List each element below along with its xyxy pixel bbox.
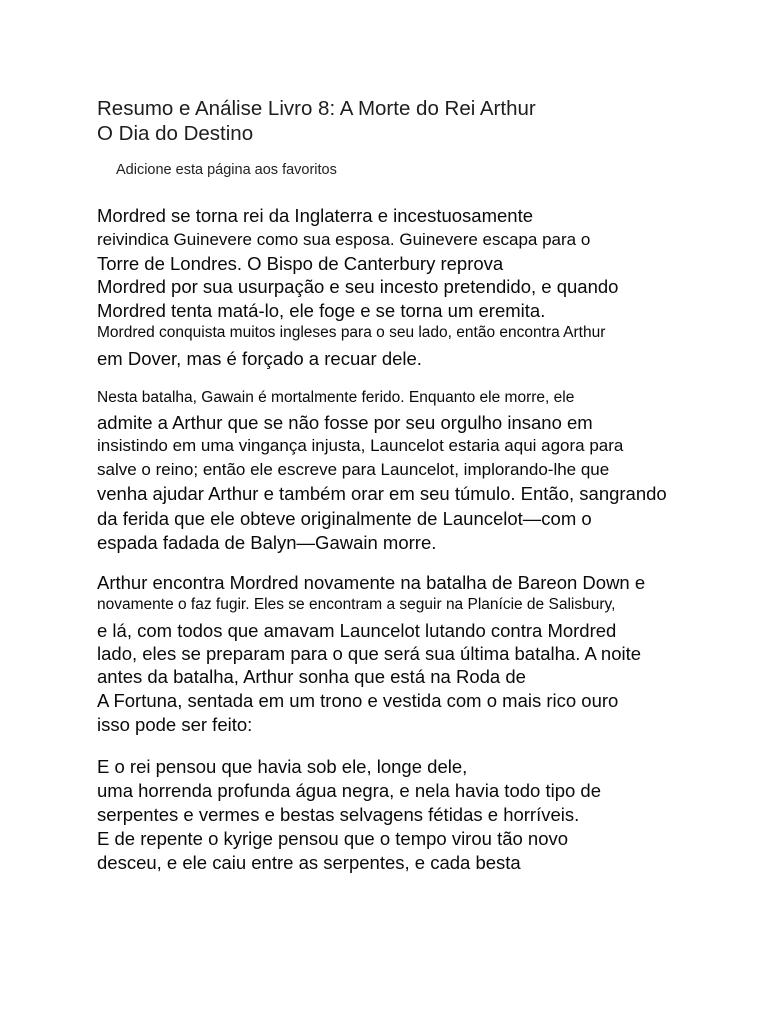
text-line: Nesta batalha, Gawain é mortalmente ferido. Enquanto ele morre, ele	[97, 389, 575, 406]
text-line: reivindica Guinevere como sua esposa. Guinevere escapa para o	[97, 230, 591, 249]
subtitle-line: O Dia do Destino	[97, 122, 254, 145]
text-line: salve o reino; então ele escreve para Launcelot, implorando-lhe que	[97, 460, 610, 479]
text-line: insistindo em uma vingança injusta, Launcelot estaria aqui agora para	[97, 436, 624, 455]
add-to-favorites-link[interactable]: Adicione esta página aos favoritos	[116, 162, 337, 178]
text-line: da ferida que ele obteve originalmente de Launcelot—com o	[97, 508, 592, 529]
quote-line: serpentes e vermes e bestas selvagens fétidas e horríveis.	[97, 804, 580, 825]
title-line: Resumo e Análise Livro 8: A Morte do Rei Arthur	[97, 97, 536, 120]
text-line: novamente o faz fugir. Eles se encontram a seguir na Planície de Salisbury,	[97, 596, 616, 613]
text-line: Arthur encontra Mordred novamente na batalha de Bareon Down e	[97, 572, 646, 593]
page-title	[97, 96, 536, 146]
quote-line: E de repente o kyrige pensou que o tempo virou tão novo	[97, 828, 569, 849]
text-line: antes da batalha, Arthur sonha que está na Roda de	[97, 666, 526, 687]
text-line: Mordred se torna rei da Inglaterra e incestuosamente	[97, 205, 534, 226]
text-line: isso pode ser feito:	[97, 714, 253, 735]
text-line: e lá, com todos que amavam Launcelot lutando contra Mordred	[97, 620, 617, 641]
quote-line: desceu, e ele caiu entre as serpentes, e cada besta	[97, 852, 521, 873]
text-line: em Dover, mas é forçado a recuar dele.	[97, 348, 422, 369]
quote-line: uma horrenda profunda água negra, e nela havia todo tipo de	[97, 780, 601, 801]
text-line: venha ajudar Arthur e também orar em seu túmulo. Então, sangrando	[97, 483, 667, 504]
text-line: Mordred por sua usurpação e seu incesto pretendido, e quando	[97, 276, 619, 297]
text-line: admite a Arthur que se não fosse por seu orgulho insano em	[97, 412, 593, 433]
text-line: A Fortuna, sentada em um trono e vestida com o mais rico ouro	[97, 690, 619, 711]
text-line: Mordred conquista muitos ingleses para o seu lado, então encontra Arthur	[97, 324, 606, 341]
text-line: Torre de Londres. O Bispo de Canterbury reprova	[97, 253, 504, 274]
text-line: Mordred tenta matá-lo, ele foge e se torna um eremita.	[97, 300, 546, 321]
text-line: espada fadada de Balyn—Gawain morre.	[97, 532, 437, 553]
text-line: lado, eles se preparam para o que será sua última batalha. A noite	[97, 643, 642, 664]
quote-line: E o rei pensou que havia sob ele, longe dele,	[97, 756, 468, 777]
